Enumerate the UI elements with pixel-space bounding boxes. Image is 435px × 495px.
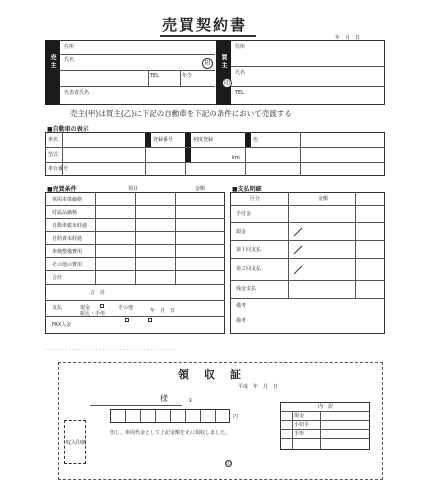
special-row-4: 残金支払 [236,286,257,292]
terms-header-amount: 金額 [195,186,206,192]
terms-row-4: 車検整備費用 [52,249,83,255]
receipt-amount-unit: 円 [233,414,239,420]
buyer-stamp [222,78,232,88]
seller-stamp [202,58,213,69]
receipt-title: 領 収 証 [178,368,243,381]
terms-row-3: 自賠責未経過 [52,236,83,242]
terms-header-item: 項目 [128,186,139,192]
title-underline [160,35,256,37]
buyer-stamp-text: 印 [223,80,230,87]
seller-field-tel: TEL [150,73,159,79]
receipt-addressee: 様 [160,394,168,403]
buyer-label-box [216,40,231,105]
payment-label-0: 支払 [52,305,63,311]
vehicle-section-title: ■自動車の表示 [47,126,89,133]
buyer-field-address: 住所 [235,44,246,50]
seller-field-age: 年令 [182,73,193,79]
special-row-3: 第２回支払 [236,266,262,272]
buyer-label: 買主 [220,54,227,70]
remarks-label: 備考 [236,318,247,324]
special-row-1: 頭金 [236,229,247,235]
receipt-breakdown-title: 内 訳 [318,404,334,410]
party-block [45,40,385,105]
receipt-amount-prefix: ￥ [188,398,194,404]
terms-row-0: 車両本体価格 [52,197,83,203]
contract-title: 売買契約書 [162,16,248,34]
terms-row-6: 合計 [52,275,63,281]
payment-label-2: 振込・手形 [80,311,106,317]
buyer-field-tel: TEL [235,90,244,96]
special-section-title: ■支払明細 [232,186,262,193]
seller-field-rep: 代表者氏名 [64,90,90,96]
special-slash-marks [288,222,355,280]
vehicle-field-color: 色 [253,137,259,143]
receipt-breakdown-row-0: 現金 [294,413,305,419]
special-header-kind: 区分 [250,196,261,202]
cut-line: - - - - - - - - - - - - - - - - - - - - - - - - - - - - - - - - - - - - - - - [45,347,176,353]
contract-date: 年 月 日 [335,35,361,41]
vehicle-field-chassis: 車台番号 [48,166,69,172]
seller-field-address: 住所 [64,44,75,50]
terms-row-1: 付属品価格 [52,210,78,216]
terms-row-5: その他の費用 [52,262,83,268]
special-row-2: 第１回支払 [236,247,262,253]
terms-row-2: 自動車税未経過 [52,223,88,229]
special-row-5: 備考 [236,303,247,309]
seller-label-box [45,40,60,105]
seller-stamp-text: 印 [204,60,211,67]
special-header-amount: 金額 [318,196,329,202]
vehicle-table [45,132,385,176]
seller-label: 売主 [49,54,56,70]
terms-total: 合 計 [90,290,106,296]
contract-statement: 売主(甲)は買主(乙)に下記の自動車を下記の条件において売渡する [70,109,292,118]
special-row-0: 手付金 [236,211,252,217]
vehicle-field-type: 型式 [48,152,59,158]
terms-section-title: ■売買条件 [47,186,77,193]
payment-date: 年 月 日 [150,308,176,314]
payment-label-1: 現金 [80,305,91,311]
receipt-seal [225,460,232,467]
payment-label-3: その他 [118,305,134,311]
receipt-breakdown-row-1: 小切手 [294,422,310,428]
vehicle-field-reg: 登録番号 [153,137,174,143]
receipt-breakdown-row-2: 手形 [294,431,305,437]
fee-note: FAX入金 [52,322,72,328]
revenue-stamp-label: 収入印紙 [66,440,87,446]
receipt-note: 但し、車両代金として上記金額を正に領収しました。 [110,430,231,436]
receipt-seal-text: 印 [226,461,232,467]
receipt-date: 平成 年 月 日 [238,384,279,390]
vehicle-field-first: 初度登録 [193,137,214,143]
seller-field-name: 氏名 [64,57,75,63]
vehicle-field-name: 車名 [48,137,59,143]
buyer-field-name: 氏名 [235,70,246,76]
vehicle-field-km: km [232,155,240,161]
